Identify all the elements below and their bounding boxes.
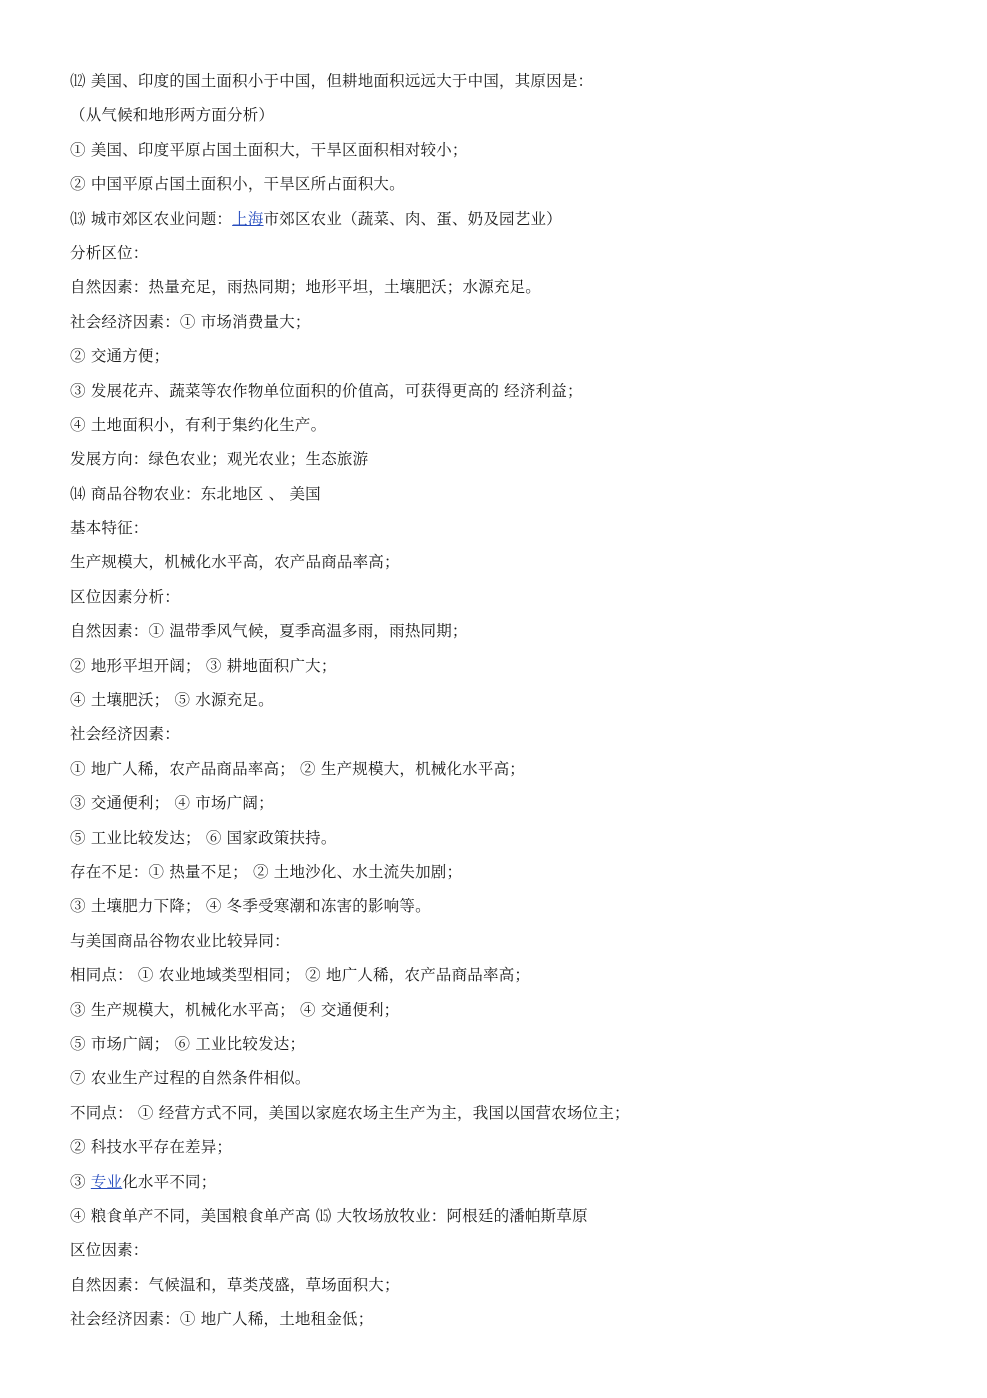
text-segment: ③ 发展花卉、蔬菜等农作物单位面积的价值高，可获得更高的 经济利益； — [70, 381, 583, 400]
text-line — [70, 993, 950, 1027]
text-segment: 区位因素分析： — [70, 587, 180, 606]
text-line — [70, 374, 950, 408]
text-line — [70, 1027, 950, 1061]
text-segment: ④ 土壤肥沃； ⑤ 水源充足。 — [70, 691, 274, 710]
text-segment: ⑤ 工业比较发达； ⑥ 国家政策扶持。 — [70, 828, 337, 847]
text-line — [70, 1233, 950, 1267]
text-segment: ④ 土地面积小，有利于集约化生产。 — [70, 415, 327, 434]
text-segment: 市郊区农业（蔬菜、肉、蛋、奶及园艺业） — [263, 209, 562, 228]
text-segment: ③ 生产规模大，机械化水平高； ④ 交通便利； — [70, 1000, 400, 1019]
text-segment: 化水平不同； — [122, 1172, 217, 1191]
text-line — [70, 305, 950, 339]
hyperlink[interactable]: 专业 — [90, 1172, 123, 1191]
text-segment: 与美国商品谷物农业比较异同： — [70, 931, 290, 950]
text-line — [70, 545, 950, 579]
text-line — [70, 649, 950, 683]
hyperlink[interactable]: 上海 — [232, 209, 264, 228]
text-line — [70, 64, 950, 98]
text-line — [70, 98, 950, 132]
text-segment: ⑤ 市场广阔； ⑥ 工业比较发达； — [70, 1034, 306, 1053]
text-line — [70, 683, 950, 717]
text-segment: 社会经济因素： — [70, 725, 180, 744]
text-segment: ① 地广人稀，农产品商品率高； ② 生产规模大，机械化水平高； — [70, 759, 525, 778]
text-segment: 社会经济因素：① 地广人稀，土地租金低； — [70, 1310, 374, 1329]
text-segment: 发展方向：绿色农业；观光农业；生态旅游 — [70, 450, 369, 469]
text-line — [70, 1268, 950, 1302]
text-segment: 生产规模大，机械化水平高，农产品商品率高； — [70, 553, 400, 572]
text-segment: ① 美国、印度平原占国土面积大，干旱区面积相对较小； — [70, 140, 468, 159]
text-line — [70, 477, 950, 511]
text-segment: 存在不足：① 热量不足； ② 土地沙化、水土流失加剧； — [70, 862, 463, 881]
text-segment: ② 地形平坦开阔； ③ 耕地面积广大； — [70, 656, 337, 675]
text-segment: 分析区位： — [70, 243, 149, 262]
text-line — [70, 1199, 950, 1233]
text-line — [70, 511, 950, 545]
text-segment: ⑦ 农业生产过程的自然条件相似。 — [70, 1069, 311, 1088]
text-segment: ⑿ 美国、印度的国土面积小于中国，但耕地面积远远大于中国，其原因是： — [70, 72, 594, 90]
text-segment: 自然因素：① 温带季风气候，夏季高温多雨，雨热同期； — [70, 622, 468, 641]
text-line — [70, 855, 950, 889]
text-line — [70, 717, 950, 751]
text-line — [70, 339, 950, 373]
text-line — [70, 236, 950, 270]
text-line — [70, 580, 950, 614]
text-segment: ③ 土壤肥力下降； ④ 冬季受寒潮和冻害的影响等。 — [70, 897, 431, 916]
text-line — [70, 958, 950, 992]
text-segment: （从气候和地形两方面分析） — [70, 106, 275, 125]
text-segment: 基本特征： — [70, 519, 149, 538]
text-line — [70, 408, 950, 442]
document-body — [70, 64, 950, 1336]
text-segment: 自然因素：气候温和，草类茂盛，草场面积大； — [70, 1275, 400, 1294]
text-segment: ⒀ 城市郊区农业问题： — [70, 209, 233, 228]
text-segment: 相同点： ① 农业地域类型相同； ② 地广人稀，农产品商品率高； — [70, 966, 531, 985]
text-line — [70, 442, 950, 476]
text-segment: 区位因素： — [70, 1241, 149, 1260]
text-line — [70, 133, 950, 167]
text-segment: ② 科技水平存在差异； — [70, 1138, 233, 1157]
text-line — [70, 1130, 950, 1164]
text-segment: 自然因素：热量充足，雨热同期；地形平坦，土壤肥沃；水源充足。 — [70, 278, 542, 297]
text-segment: 不同点： ① 经营方式不同，美国以家庭农场主生产为主，我国以国营农场位主； — [70, 1103, 630, 1122]
text-line — [70, 752, 950, 786]
text-segment: ② 交通方便； — [70, 347, 170, 366]
text-segment: ④ 粮食单产不同，美国粮食单产高 ⒂ 大牧场放牧业：阿根廷的潘帕斯草原 — [70, 1206, 588, 1225]
text-line — [70, 889, 950, 923]
text-line — [70, 1165, 950, 1199]
text-segment: ② 中国平原占国土面积小，干旱区所占面积大。 — [70, 175, 405, 194]
text-line — [70, 821, 950, 855]
text-line — [70, 1302, 950, 1336]
text-line — [70, 1096, 950, 1130]
text-line — [70, 1061, 950, 1095]
text-line — [70, 786, 950, 820]
text-line — [70, 202, 950, 236]
text-segment: ⒁ 商品谷物农业：东北地区 、 美国 — [70, 484, 321, 503]
text-line — [70, 270, 950, 304]
text-segment: 社会经济因素：① 市场消费量大； — [70, 312, 311, 331]
text-line — [70, 924, 950, 958]
text-line — [70, 614, 950, 648]
text-line — [70, 167, 950, 201]
text-segment: ③ — [70, 1172, 91, 1191]
text-segment: ③ 交通便利； ④ 市场广阔； — [70, 794, 274, 813]
